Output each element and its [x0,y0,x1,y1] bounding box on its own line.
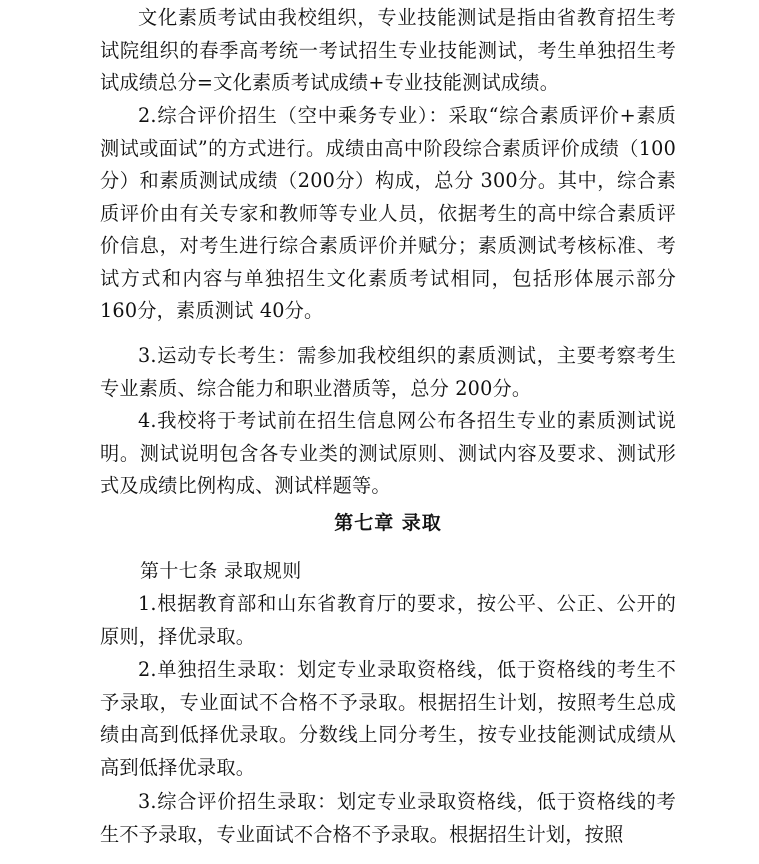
article-title: 第十七条 录取规则 [140,560,302,582]
chapter-heading: 第七章 录取 [334,512,442,534]
rule-2: 2.单独招生录取：划定专业录取资格线，低于资格线的考生不予录取，专业面试不合格不予录取。根据招生计划，按照考生总成绩由高到低择优录取。分数线上同分考生，按专业技能测试成绩从高到低择优录取。 [100,658,676,779]
paragraph-cultural-exam: 文化素质考试由我校组织，专业技能测试是指由省教育招生考试院组织的春季高考统一考试招生专业技能测试，考生单独招生考试成绩总分=文化素质考试成绩+专业技能测试成绩。 [100,6,676,94]
rule-3: 3.综合评价招生录取：划定专业录取资格线，低于资格线的考生不予录取，专业面试不合格不予录取。根据招生计划，按照 [100,790,676,846]
paragraph-test-instructions: 4.我校将于考试前在招生信息网公布各招生专业的素质测试说明。测试说明包含各专业类的测试原则、测试内容及要求、测试形式及成绩比例构成、测试样题等。 [100,409,676,497]
paragraph-sports-specialty: 3.运动专长考生：需参加我校组织的素质测试，主要考察考生专业素质、综合能力和职业潜质等，总分 200分。 [100,344,676,400]
paragraph-comprehensive-evaluation: 2.综合评价招生（空中乘务专业）：采取“综合素质评价+素质测试或面试”的方式进行。成绩由高中阶段综合素质评价成绩（100分）和素质测试成绩（200分）构成，总分 300分。其中，综合素质评价由有关专家和教师等专业人员，依据考生的高中综合素质评价信息，对考生进行综合素质评价并赋分；素质测试考核标准、考试方式和内容与单独招生文化素质考试相同，包括形体展示部分 160分，素质测试 40分。 [100,104,676,322]
rule-1: 1.根据教育部和山东省教育厅的要求，按公平、公正、公开的原则，择优录取。 [100,592,676,648]
